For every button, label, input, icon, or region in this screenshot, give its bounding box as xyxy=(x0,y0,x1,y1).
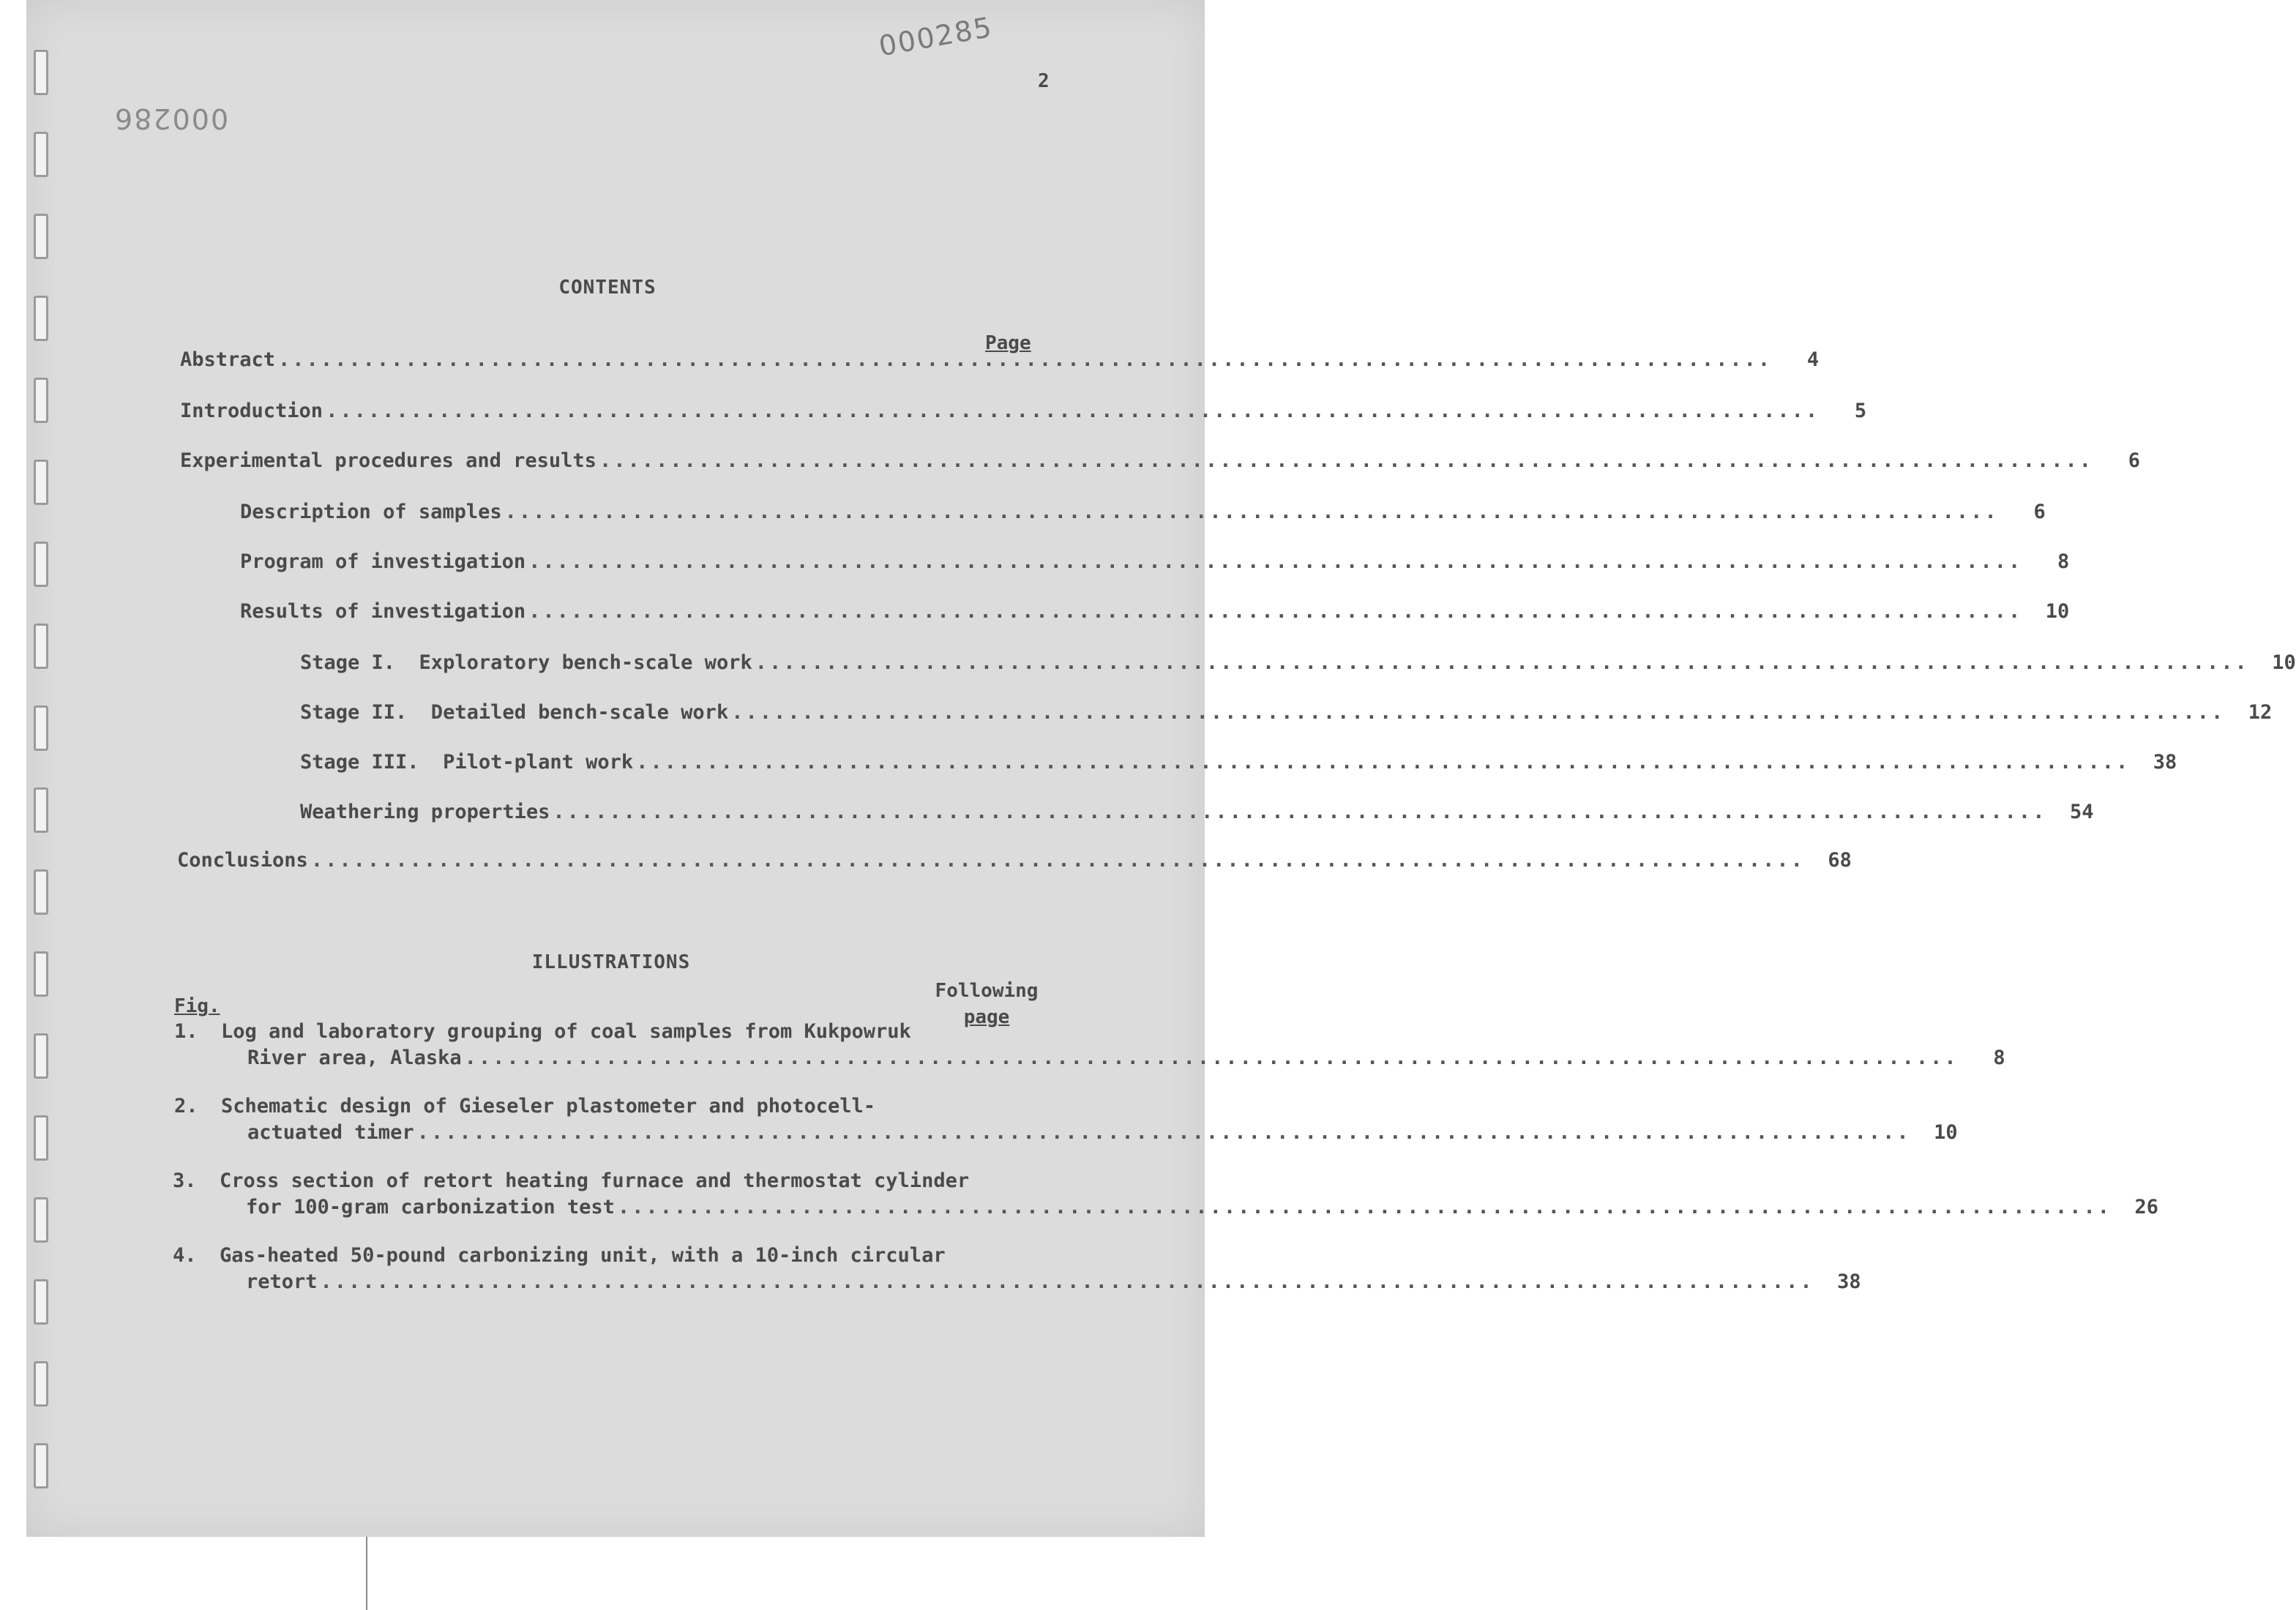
figure-caption-line2: for 100-gram carbonization test xyxy=(246,1196,615,1218)
following-label-line1: Following xyxy=(935,980,1039,1002)
figure-caption-line1: Log and laboratory grouping of coal samples from Kukpowruk xyxy=(221,1020,911,1043)
toc-entry-title: Conclusions xyxy=(177,849,308,872)
figure-page: 26 xyxy=(2134,1196,2158,1218)
toc-entry-title: Stage II. Detailed bench-scale work xyxy=(300,701,729,724)
toc-entry xyxy=(177,849,1852,872)
binder-hole xyxy=(34,624,48,669)
toc-entry-page: 10 xyxy=(2045,600,2070,623)
figure-caption-line2: actuated timer xyxy=(247,1121,414,1144)
figure-caption-line1: Cross section of retort heating furnace and thermostat cylinder xyxy=(220,1169,970,1192)
binder-hole xyxy=(34,951,48,997)
toc-entry-page: 4 xyxy=(1806,348,1820,371)
document-number-stamp-inverted: 000286 xyxy=(113,102,229,135)
toc-entry-title: Program of investigation xyxy=(240,550,526,573)
toc-entry-title: Stage I. Exploratory bench-scale work xyxy=(300,651,752,674)
figure-number: 1. xyxy=(174,1020,198,1043)
toc-entry-title: Introduction xyxy=(180,400,324,422)
binder-hole xyxy=(34,378,48,423)
toc-entry xyxy=(240,600,2070,623)
binder-hole xyxy=(34,296,48,341)
following-label-line2: page xyxy=(963,1006,1010,1028)
leader-dots: .......................................................................................................... xyxy=(755,651,2249,674)
toc-entry xyxy=(300,801,2094,823)
figure-page: 38 xyxy=(1837,1270,1861,1293)
toc-entry-page: 38 xyxy=(2153,751,2177,774)
toc-entry-page: 12 xyxy=(2248,701,2273,724)
toc-entry-title: Description of samples xyxy=(240,501,502,523)
leader-dots: .......................................................................................................... xyxy=(464,1046,1959,1069)
binder-hole xyxy=(34,1115,48,1161)
toc-entry-title: Experimental procedures and results xyxy=(180,449,597,472)
figure-number: 2. xyxy=(174,1095,198,1117)
illustrations-heading: ILLUSTRATIONS xyxy=(531,951,691,973)
figure-entry xyxy=(174,1095,1958,1153)
figure-page: 10 xyxy=(1934,1121,1958,1144)
binder-hole xyxy=(34,1443,48,1489)
figure-entry xyxy=(173,1244,1861,1303)
binder-hole xyxy=(34,460,48,505)
toc-entry-title: Stage III. Pilot-plant work xyxy=(300,751,634,774)
leader-dots: .......................................................................................................... xyxy=(326,400,1820,422)
binder-hole xyxy=(34,705,48,751)
toc-entry xyxy=(180,400,1867,422)
leader-dots: .......................................................................................................... xyxy=(528,600,2023,623)
toc-entry-page: 6 xyxy=(2033,501,2046,523)
figure-number: 3. xyxy=(173,1169,197,1192)
figure-caption-line2-row xyxy=(246,1196,2158,1218)
binder-hole xyxy=(34,1033,48,1079)
leader-dots: .......................................................................................................... xyxy=(731,701,2226,724)
contents-heading: CONTENTS xyxy=(558,277,657,299)
toc-entry xyxy=(240,501,2046,523)
figure-caption-line1: Gas-heated 50-pound carbonizing unit, with a 10-inch circular xyxy=(220,1244,946,1267)
toc-entry-page: 5 xyxy=(1854,400,1867,422)
toc-entry-page: 8 xyxy=(2057,550,2070,573)
toc-entry-title: Abstract xyxy=(180,348,276,371)
figure-caption-line2: River area, Alaska xyxy=(247,1046,462,1069)
leader-dots: .......................................................................................................... xyxy=(504,501,1999,523)
toc-entry-page: 6 xyxy=(2128,449,2141,472)
figure-entry xyxy=(174,1020,2005,1079)
toc-entry-title: Results of investigation xyxy=(240,600,526,623)
binder-hole xyxy=(34,787,48,833)
binder-hole xyxy=(34,214,48,259)
toc-entry-title: Weathering properties xyxy=(300,801,550,823)
leader-dots: .......................................................................................................... xyxy=(617,1196,2112,1218)
figure-page: 8 xyxy=(1993,1046,2005,1069)
binder-hole xyxy=(34,1361,48,1407)
toc-entry-page: 10 xyxy=(2272,651,2296,674)
toc-entry-page: 54 xyxy=(2069,801,2094,823)
leader-dots: .......................................................................................................... xyxy=(278,348,1773,371)
binder-hole xyxy=(34,50,48,95)
leader-dots: .......................................................................................................... xyxy=(528,550,2023,573)
figure-number: 4. xyxy=(173,1244,197,1267)
page-edge-line xyxy=(366,1537,367,1610)
figure-caption-line2: retort xyxy=(246,1270,318,1293)
leader-dots: .......................................................................................................... xyxy=(553,801,2047,823)
leader-dots: .......................................................................................................... xyxy=(599,449,2094,472)
figure-caption-line2-row xyxy=(246,1270,1861,1293)
leader-dots: .......................................................................................................... xyxy=(416,1121,1911,1144)
document-number-stamp: 000285 xyxy=(876,10,995,63)
page-column-label: Page xyxy=(985,332,1031,354)
figure-caption-line2-row xyxy=(247,1046,2005,1069)
toc-entry xyxy=(300,651,2296,674)
leader-dots: .......................................................................................................... xyxy=(636,751,2131,774)
toc-entry xyxy=(180,449,2141,472)
binder-hole xyxy=(34,1197,48,1243)
figure-caption-line2-row xyxy=(247,1121,1958,1144)
toc-entry xyxy=(300,751,2177,774)
binder-hole xyxy=(34,132,48,177)
toc-entry xyxy=(300,701,2273,724)
page-number: 2 xyxy=(1038,70,1050,92)
leader-dots: .......................................................................................................... xyxy=(310,849,1805,872)
toc-entry xyxy=(240,550,2070,573)
fig-column-label: Fig. xyxy=(174,995,220,1017)
figure-entry xyxy=(173,1169,2158,1228)
toc-entry-page: 68 xyxy=(1828,849,1852,872)
toc-entry xyxy=(180,348,1820,371)
binder-hole xyxy=(34,542,48,587)
figure-caption-line1: Schematic design of Gieseler plastometer and photocell- xyxy=(221,1095,876,1117)
binder-hole xyxy=(34,869,48,915)
binder-hole xyxy=(34,1279,48,1325)
leader-dots: .......................................................................................................... xyxy=(320,1270,1814,1293)
